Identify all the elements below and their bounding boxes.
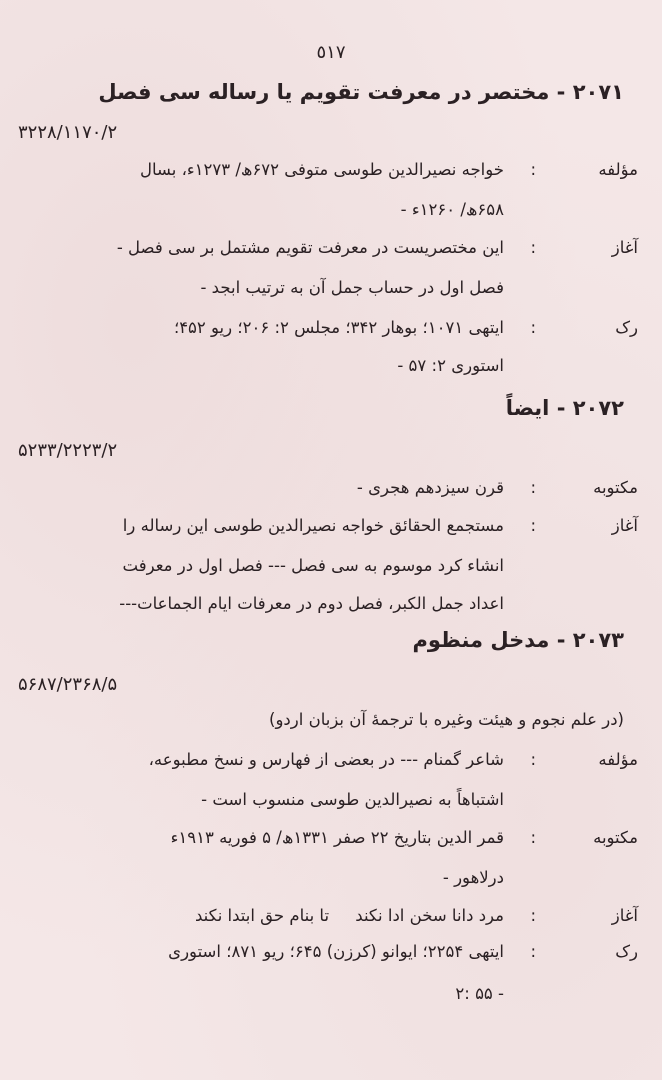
field-value-continued: اشتباهاً به نصیرالدین طوسی منسوب است - bbox=[201, 790, 504, 809]
field-colon: : bbox=[530, 238, 536, 257]
field-label: آغاز bbox=[611, 238, 638, 257]
field-value: خواجه نصیرالدین طوسی متوفی ۶۷۲ھ/ ۱۲۷۳ء، بسال bbox=[140, 160, 504, 179]
field-value: ایتهی ۲۲۵۴؛ ایوانو (کرزن) ۶۴۵؛ ریو ۸۷۱؛ استوری bbox=[168, 942, 504, 961]
field-value: ایتهی ۱۰۷۱؛ بوهار ۳۴۲؛ مجلس ۲: ۲۰۶؛ ریو ۴۵۲؛ bbox=[173, 318, 504, 337]
field-colon: : bbox=[530, 750, 536, 769]
field-label: رک bbox=[615, 318, 638, 337]
field-label: مکتوبه bbox=[593, 828, 638, 847]
field-value-continued: ۶۵۸ھ/ ۱۲۶۰ء - bbox=[400, 200, 504, 219]
field-colon: : bbox=[530, 516, 536, 535]
field-colon: : bbox=[530, 478, 536, 497]
field-value: مستجمع الحقائق خواجه نصیرالدین طوسی این رساله را bbox=[122, 516, 504, 535]
field-colon: : bbox=[530, 906, 536, 925]
field-value-continued: فصل اول در حساب جمل آن به ترتیب ابجد - bbox=[200, 278, 504, 297]
entry-heading: ۲۰۷۲ - ایضاً bbox=[505, 396, 624, 420]
entry-note: (در علم نجوم و هیئت وغیره با ترجمهٔ آن بزبان اردو) bbox=[269, 710, 624, 729]
field-value-continued: درلاهور - bbox=[442, 868, 504, 887]
field-label: آغاز bbox=[611, 906, 638, 925]
field-value: قرن سیزدهم هجری - bbox=[356, 478, 504, 497]
field-value-continued: استوری ۲: ۵۷ - bbox=[397, 356, 504, 375]
field-label: آغاز bbox=[611, 516, 638, 535]
field-value: شاعر گمنام --- در بعضی از فهارس و نسخ مطبوعه، bbox=[148, 750, 504, 769]
field-value: این مختصریست در معرفت تقویم مشتمل بر سی فصل - bbox=[116, 238, 504, 257]
field-value-continued: اعداد جمل الکبر، فصل دوم در معرفات ایام الجماعات--- bbox=[119, 594, 504, 613]
field-label: مؤلفه bbox=[598, 750, 638, 769]
page-number: ٥١٧ bbox=[316, 42, 346, 63]
field-label: مکتوبه bbox=[593, 478, 638, 497]
field-colon: : bbox=[530, 942, 536, 961]
entry-code: ۵۲۳۳/۲۲۲۳/۲ bbox=[18, 440, 118, 461]
entry-code: ۵۶۸۷/۲۳۶۸/۵ bbox=[18, 674, 118, 695]
entry-heading: ۲۰۷۳ - مدخل منظوم bbox=[412, 628, 624, 652]
entry-heading: ۲۰۷۱ - مختصر در معرفت تقویم یا رساله سی فصل bbox=[98, 80, 624, 104]
field-value: مرد دانا سخن ادا نکند تا بنام حق ابتدا نکند bbox=[194, 906, 504, 925]
field-colon: : bbox=[530, 160, 536, 179]
field-value-continued: ۲: ۵۵ - bbox=[455, 984, 504, 1003]
field-label: مؤلفه bbox=[598, 160, 638, 179]
field-label: رک bbox=[615, 942, 638, 961]
field-value: قمر الدین بتاریخ ۲۲ صفر ۱۳۳۱ھ/ ۵ فوریه ۱۹۱۳ء bbox=[170, 828, 504, 847]
field-value-continued: انشاء کرد موسوم به سی فصل --- فصل اول در معرفت bbox=[122, 556, 504, 575]
field-colon: : bbox=[530, 318, 536, 337]
entry-code: ۳۲۲۸/۱۱۷۰/۲ bbox=[18, 122, 118, 143]
field-colon: : bbox=[530, 828, 536, 847]
